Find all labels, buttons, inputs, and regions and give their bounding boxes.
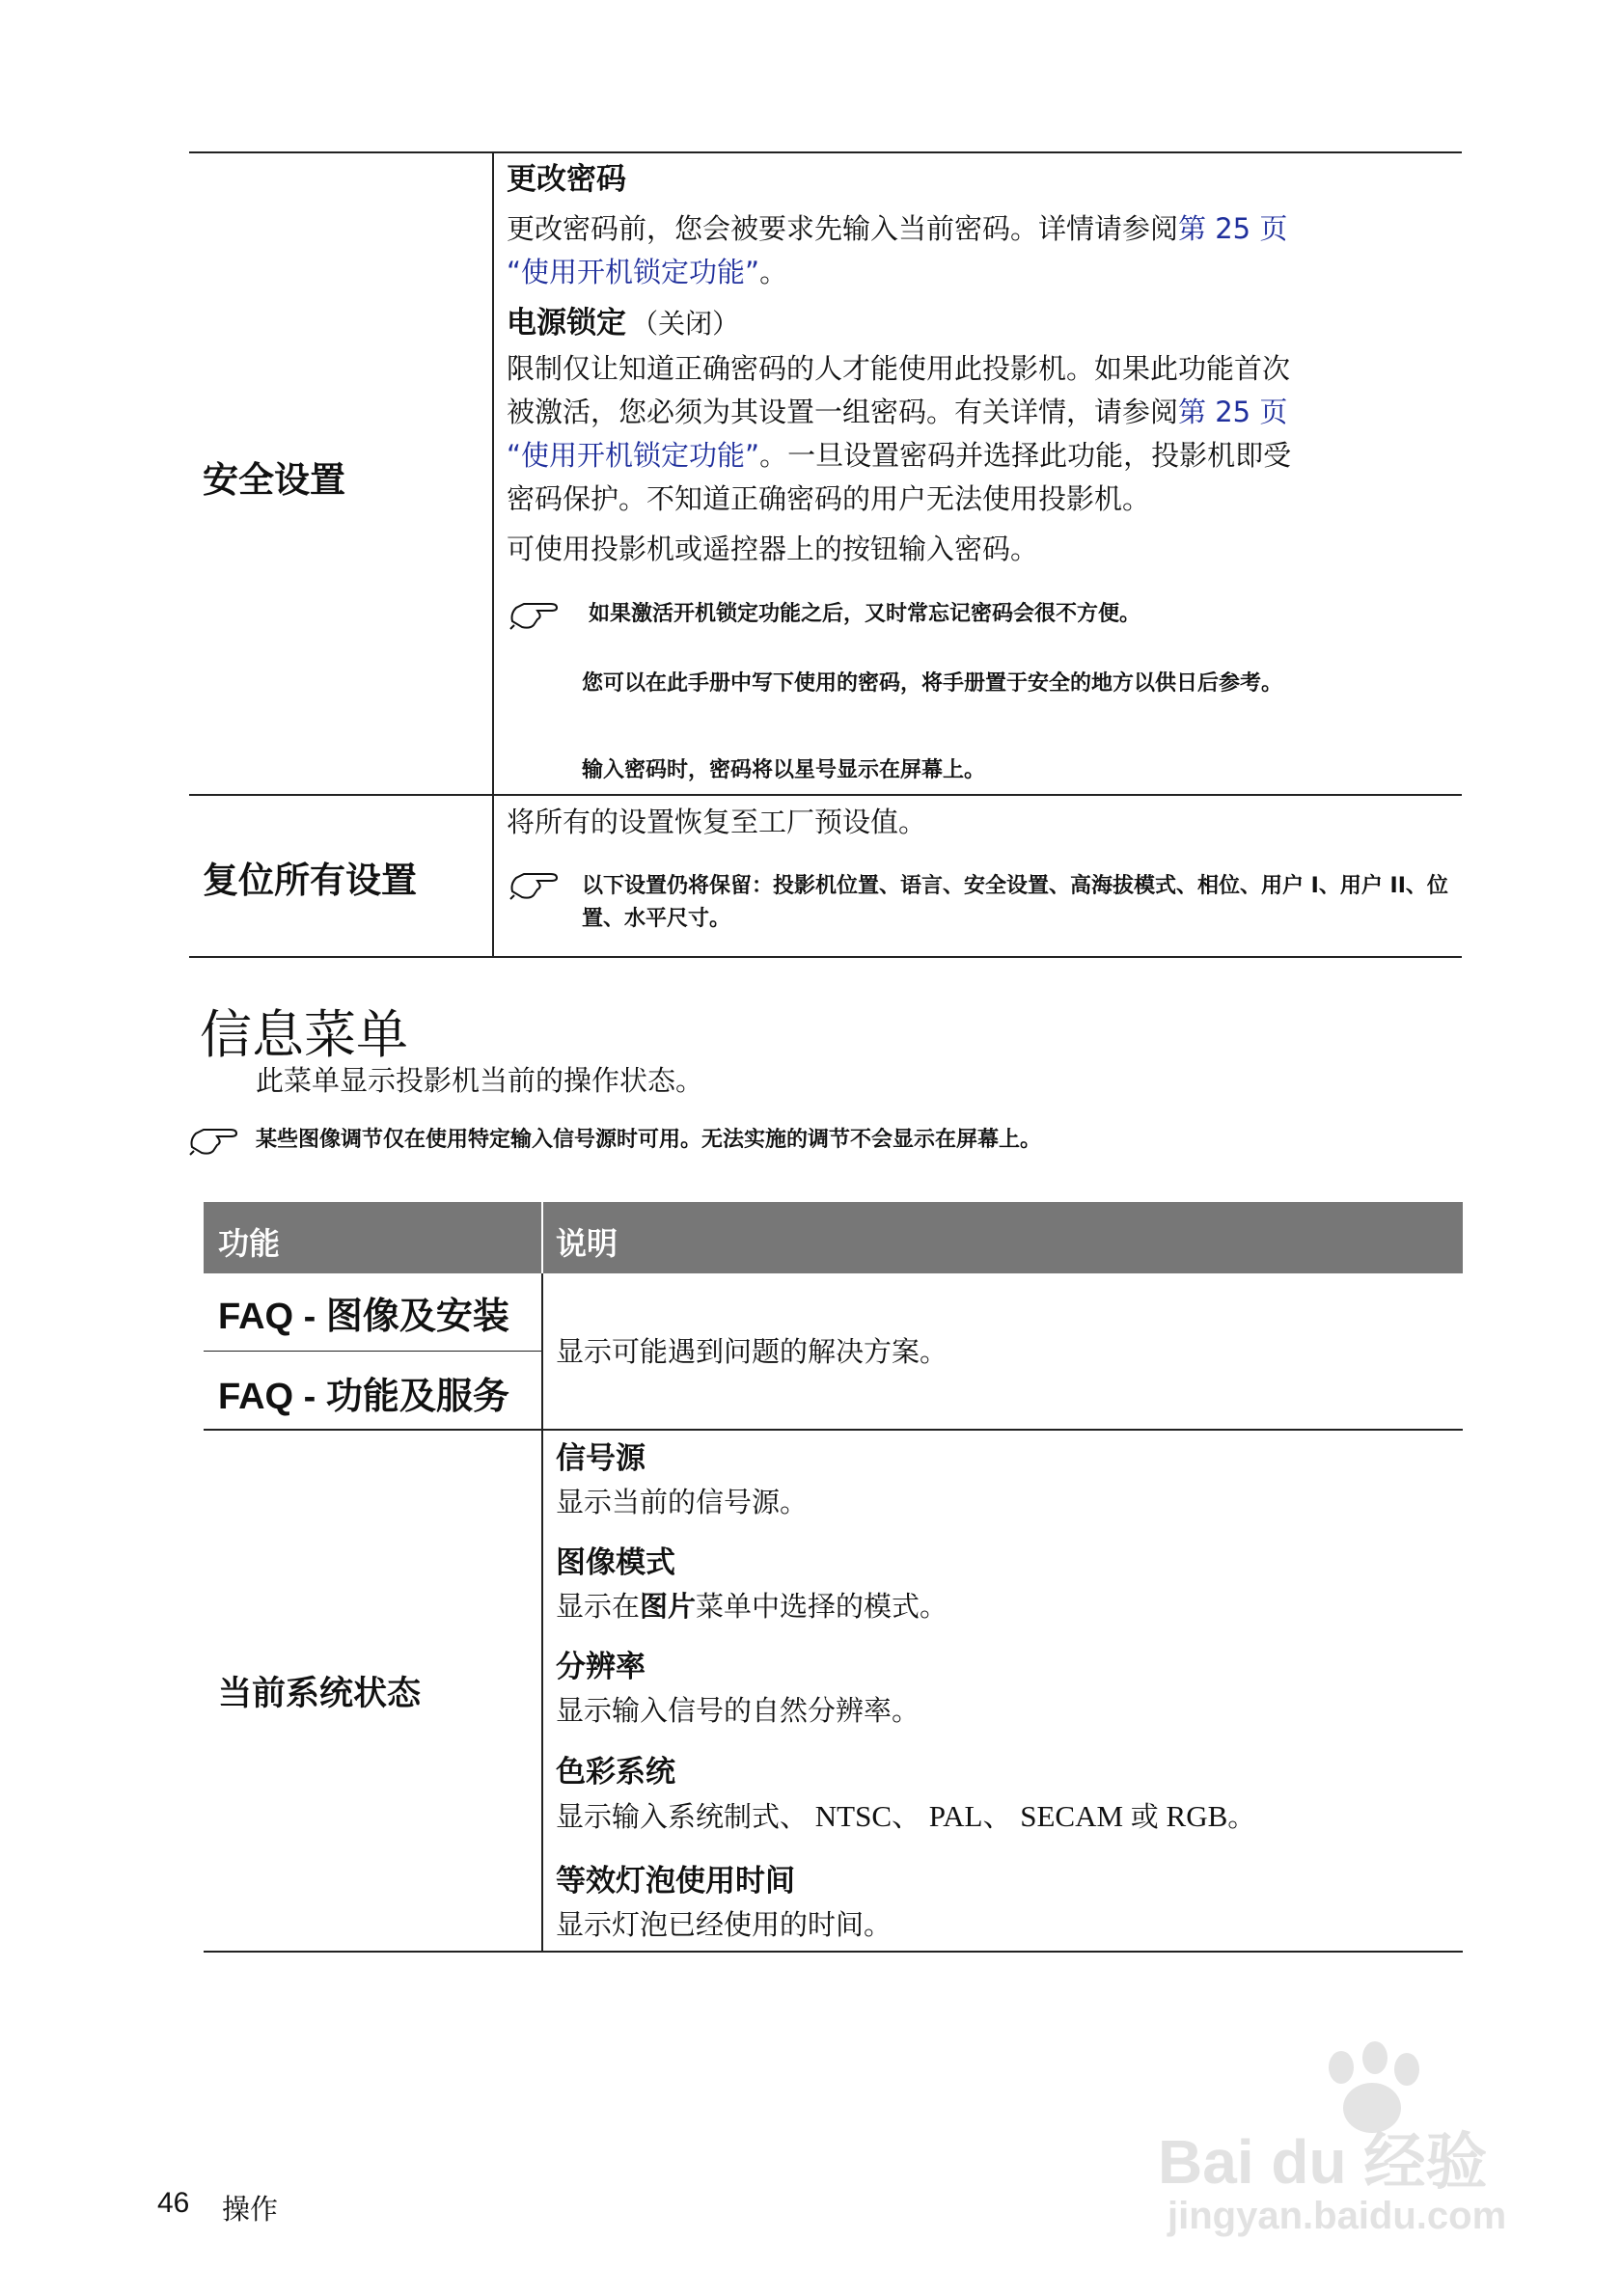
change-password-text	[507, 207, 1433, 294]
power-lock-heading: 电源锁定	[507, 306, 626, 341]
current-system-status-label: 当前系统状态	[218, 1675, 422, 1713]
table-row-divider	[189, 794, 1462, 796]
baidu-watermark	[1158, 2040, 1563, 2253]
table-header-divider	[541, 1202, 543, 1273]
header-function: 功能	[218, 1225, 281, 1262]
picture-menu-name: 图片	[640, 1590, 697, 1623]
power-lock-line-1: 限制仅让知道正确密码的人才能使用此投影机。如果此功能首次	[507, 352, 1291, 385]
change-password-heading: 更改密码	[507, 162, 626, 197]
faq-row-divider	[204, 1351, 541, 1352]
info-menu-intro: 此菜单显示投影机当前的操作状态。	[256, 1064, 704, 1097]
color-system-desc-a: 显示输入系统制式、	[556, 1800, 809, 1833]
color-system-desc	[556, 1794, 1255, 1839]
color-system-or: 或	[1130, 1800, 1159, 1833]
header-description: 说明	[556, 1225, 618, 1262]
power-lock-line-3	[507, 434, 1462, 478]
color-system-end: 。	[1227, 1800, 1256, 1833]
info-table-column-divider	[541, 1273, 543, 1952]
table-bottom-rule	[189, 956, 1462, 958]
boot-lock-link[interactable]: “使用开机锁定功能”	[507, 256, 760, 288]
table-column-divider	[492, 151, 494, 957]
lamp-hours-desc: 显示灯泡已经使用的时间。	[556, 1908, 893, 1941]
faq-desc: 显示可能遇到问题的解决方案。	[556, 1335, 948, 1368]
security-note-3: 输入密码时，密码将以星号显示在屏幕上。	[582, 758, 986, 782]
picture-mode-heading: 图像模式	[556, 1545, 675, 1580]
color-system-rgb: RGB	[1158, 1799, 1228, 1833]
reset-note: 以下设置仍将保留：投影机位置、语言、安全设置、高海拔模式、相位、用户 I、用户 II、位置、水平尺寸。	[582, 874, 1448, 931]
faq-section-bottom	[204, 1429, 1463, 1431]
power-lock-line-3-text: 。一旦设置密码并选择此功能，投影机即受	[759, 439, 1292, 472]
info-menu-title: 信息菜单	[200, 1004, 408, 1065]
picture-mode-desc	[556, 1585, 948, 1628]
change-password-end: 。	[759, 256, 788, 288]
power-lock-line-2	[507, 391, 1462, 434]
page-number: 46	[157, 2187, 190, 2219]
picture-mode-desc-a: 显示在	[556, 1590, 641, 1623]
reset-all-label: 复位所有设置	[203, 860, 417, 901]
pointing-hand-icon	[188, 1124, 244, 1157]
info-table-bottom	[204, 1951, 1463, 1953]
picture-mode-desc-b: 菜单中选择的模式。	[696, 1590, 948, 1623]
color-system-heading: 色彩系统	[556, 1755, 675, 1790]
security-note-1: 如果激活开机锁定功能之后，又时常忘记密码会很不方便。	[589, 602, 1141, 626]
resolution-heading: 分辨率	[556, 1650, 646, 1684]
power-lock-line-2-text: 被激活，您必须为其设置一组密码。有关详情，请参阅	[507, 396, 1179, 428]
info-menu-note: 某些图像调节仅在使用特定输入信号源时可用。无法实施的调节不会显示在屏幕上。	[256, 1128, 1042, 1152]
table-header-bar	[204, 1202, 1463, 1273]
watermark-url: jingyan.baidu.com	[1168, 2195, 1507, 2237]
power-lock-state: （关闭）	[631, 308, 740, 340]
color-system-formats: NTSC、 PAL、 SECAM	[808, 1799, 1131, 1833]
change-password-desc: 更改密码前，您会被要求先输入当前密码。详情请参阅	[507, 212, 1179, 245]
pointing-hand-icon	[508, 868, 564, 901]
reset-desc: 将所有的设置恢复至工厂预设值。	[507, 806, 927, 838]
source-heading: 信号源	[556, 1441, 646, 1476]
power-lock-heading-row	[507, 302, 739, 345]
power-lock-desc	[507, 347, 1462, 521]
security-note-2: 您可以在此手册中写下使用的密码，将手册置于安全的地方以供日后参考。	[582, 671, 1283, 696]
watermark-brand: Bai du 经验	[1158, 2127, 1488, 2197]
remote-password-text: 可使用投影机或遥控器上的按钮输入密码。	[507, 533, 1039, 565]
table-top-rule	[189, 151, 1462, 153]
pointing-hand-icon	[508, 598, 564, 631]
source-desc: 显示当前的信号源。	[556, 1486, 809, 1518]
resolution-desc: 显示输入信号的自然分辨率。	[556, 1694, 920, 1727]
page-25-link[interactable]: 第 25 页	[1178, 212, 1288, 245]
footer-section: 操作	[222, 2193, 279, 2226]
faq-function-service: FAQ - 功能及服务	[218, 1377, 509, 1417]
security-settings-label: 安全设置	[203, 459, 345, 501]
power-lock-line-4: 密码保护。不知道正确密码的用户无法使用投影机。	[507, 482, 1151, 515]
lamp-hours-heading: 等效灯泡使用时间	[556, 1864, 795, 1899]
faq-image-install: FAQ - 图像及安装	[218, 1297, 509, 1337]
boot-lock-link-2[interactable]: “使用开机锁定功能”	[507, 439, 760, 472]
page-25-link-2[interactable]: 第 25 页	[1178, 396, 1288, 428]
